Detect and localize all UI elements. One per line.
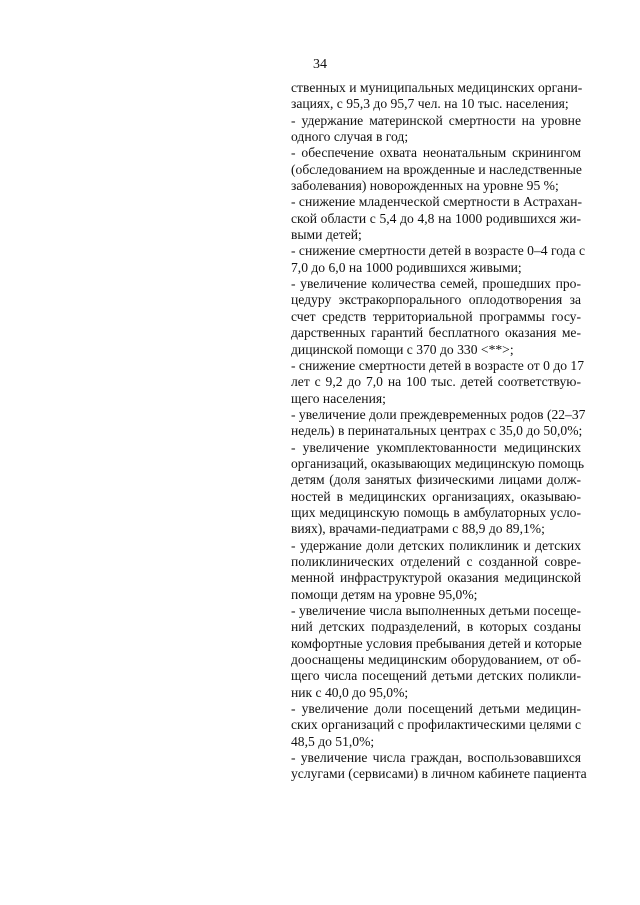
text-line: - снижение младенческой смертности в Астрахан- — [291, 194, 583, 210]
text-line: одного случая в год; — [291, 129, 409, 145]
list-item — [291, 145, 581, 194]
text-line: - удержание доли детских поликлиник и детских — [291, 537, 581, 553]
list-item — [291, 603, 581, 701]
text-line: - удержание материнской смертности на уровне — [291, 112, 581, 128]
text-line: заболевания) новорожденных на уровне 95 %; — [291, 178, 559, 194]
text-line: 48,5 до 51,0%; — [291, 733, 375, 749]
text-line: дицинской помощи с 370 до 330 <**>; — [291, 341, 514, 357]
text-line: комфортные условия пребывания детей и которые — [291, 635, 582, 651]
list-item — [291, 243, 585, 276]
text-line: - снижение смертности детей в возрасте 0–4 года с — [291, 243, 585, 259]
text-line: (обследованием на врожденные и наследственные — [291, 161, 582, 177]
text-line: - обеспечение охвата неонатальным скринингом — [291, 145, 581, 161]
text-line: - увеличение количества семей, прошедших про- — [291, 276, 581, 292]
text-line: ний детских подразделений, в которых созданы — [291, 619, 581, 635]
list-item — [291, 701, 581, 750]
list-item — [291, 194, 581, 243]
page-number: 34 — [313, 57, 327, 72]
text-line: - увеличение доли преждевременных родов (22–37 — [291, 406, 586, 422]
text-line: услугами (сервисами) в личном кабинете пациента — [291, 766, 587, 782]
text-line: дооснащены медицинским оборудованием, от об- — [291, 652, 581, 668]
list-item — [291, 439, 585, 538]
text-line: помощи детям на уровне 95,0%; — [291, 586, 478, 602]
text-line: - увеличение числа граждан, воспользовавшихся — [291, 750, 581, 766]
text-line: детям (доля занятых физическими лицами долж- — [291, 472, 581, 488]
text-line: ственных и муниципальных медицинских органи- — [291, 80, 583, 95]
text-line: цедуру экстракорпорального оплодотворения за — [291, 292, 581, 308]
text-line: ностей в медицинских организациях, оказываю- — [291, 488, 581, 504]
text-line: зациях, с 95,3 до 95,7 чел. на 10 тыс. населения; — [291, 96, 569, 112]
continued-paragraph — [291, 80, 581, 113]
text-line: поликлинических отделений с созданной совре- — [291, 553, 581, 569]
text-line: ской области с 5,4 до 4,8 на 1000 родившихся жи- — [291, 210, 581, 226]
text-line: лет с 9,2 до 7,0 на 100 тыс. детей соответствую- — [291, 374, 581, 390]
list-item — [291, 113, 581, 146]
text-column — [291, 80, 587, 783]
text-line: ник с 40,0 до 95,0%; — [291, 684, 409, 700]
text-line: выми детей; — [291, 227, 362, 243]
text-line: недель) в перинатальных центрах с 35,0 до 50,0%; — [291, 423, 583, 439]
text-line: щего числа посещений детьми детских поликли- — [291, 668, 581, 684]
list-item — [291, 406, 586, 440]
text-line: счет средств территориальной программы госу- — [291, 308, 581, 324]
text-line: - увеличение числа выполненных детьми посеще- — [291, 603, 581, 618]
text-line: щего населения; — [291, 390, 386, 406]
text-line: дарственных гарантий бесплатного оказания ме- — [291, 325, 581, 341]
list-item — [291, 357, 585, 407]
text-line: ских организаций с профилактическими целями с — [291, 717, 581, 733]
text-line: менной инфраструктурой оказания медицинской — [291, 570, 581, 586]
text-line: щих медицинскую помощь в амбулаторных усло- — [291, 504, 581, 520]
text-line: 7,0 до 6,0 на 1000 родившихся живыми; — [291, 259, 522, 275]
text-line: организаций, оказывающих медицинскую помощь — [291, 455, 585, 471]
list-item — [291, 276, 581, 358]
list-item — [291, 750, 587, 783]
text-line: виях), врачами-педиатрами с 88,9 до 89,1%; — [291, 521, 545, 537]
text-line: - увеличение укомплектованности медицинских — [291, 439, 581, 455]
list-item — [291, 538, 581, 603]
text-line: - увеличение доли посещений детьми медицин- — [291, 701, 581, 717]
text-line: - снижение смертности детей в возрасте от 0 до 17 — [291, 357, 585, 373]
